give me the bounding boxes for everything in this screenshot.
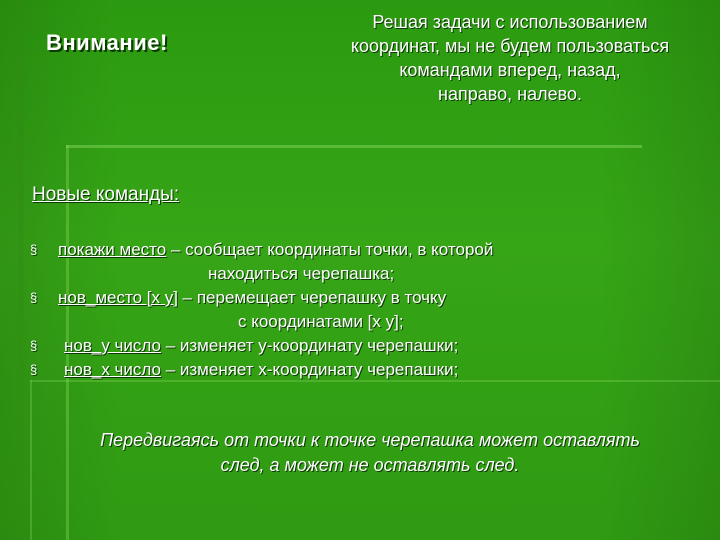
bullet-icon: § xyxy=(30,338,38,353)
intro-text xyxy=(300,10,720,106)
decor-vertical-line-left xyxy=(18,0,24,540)
command-item xyxy=(30,334,710,358)
command-continuation: с координатами [х у]; xyxy=(238,312,404,331)
command-name: нов_место [х у] xyxy=(58,288,178,307)
intro-line: направо, налево. xyxy=(438,84,582,104)
commands-heading: Новые команды: xyxy=(32,184,180,205)
bullet-icon: § xyxy=(30,290,38,305)
intro-line: координат, мы не будем пользоваться xyxy=(350,36,670,56)
command-continuation: находиться черепашка; xyxy=(208,264,395,283)
bullet-icon: § xyxy=(30,362,38,377)
attention-title: Внимание! xyxy=(46,30,168,55)
note-line: Передвигаясь от точки к точке черепашка может оставлять xyxy=(100,430,640,450)
intro-line: Решая задачи с использованием xyxy=(372,12,648,32)
command-item xyxy=(30,358,710,382)
command-description: – изменяет х-координату черепашки; xyxy=(160,360,459,379)
commands-list xyxy=(30,238,710,382)
intro-line: командами вперед, назад, xyxy=(399,60,621,80)
command-description: – изменяет у-координату черепашки; xyxy=(160,336,459,355)
note-text xyxy=(30,428,710,478)
command-name: нов_х число xyxy=(64,360,161,379)
command-name: покажи место xyxy=(58,240,167,259)
command-name: нов_у число xyxy=(64,336,161,355)
command-description: – перемещает черепашку в точку xyxy=(177,288,447,307)
command-item xyxy=(30,238,710,262)
note-line: след, а может не оставлять след. xyxy=(220,455,520,475)
command-item xyxy=(30,286,710,310)
bullet-icon: § xyxy=(30,242,38,257)
decor-horizontal-line-top xyxy=(66,145,642,148)
command-description: – сообщает координаты точки, в которой xyxy=(166,240,494,259)
